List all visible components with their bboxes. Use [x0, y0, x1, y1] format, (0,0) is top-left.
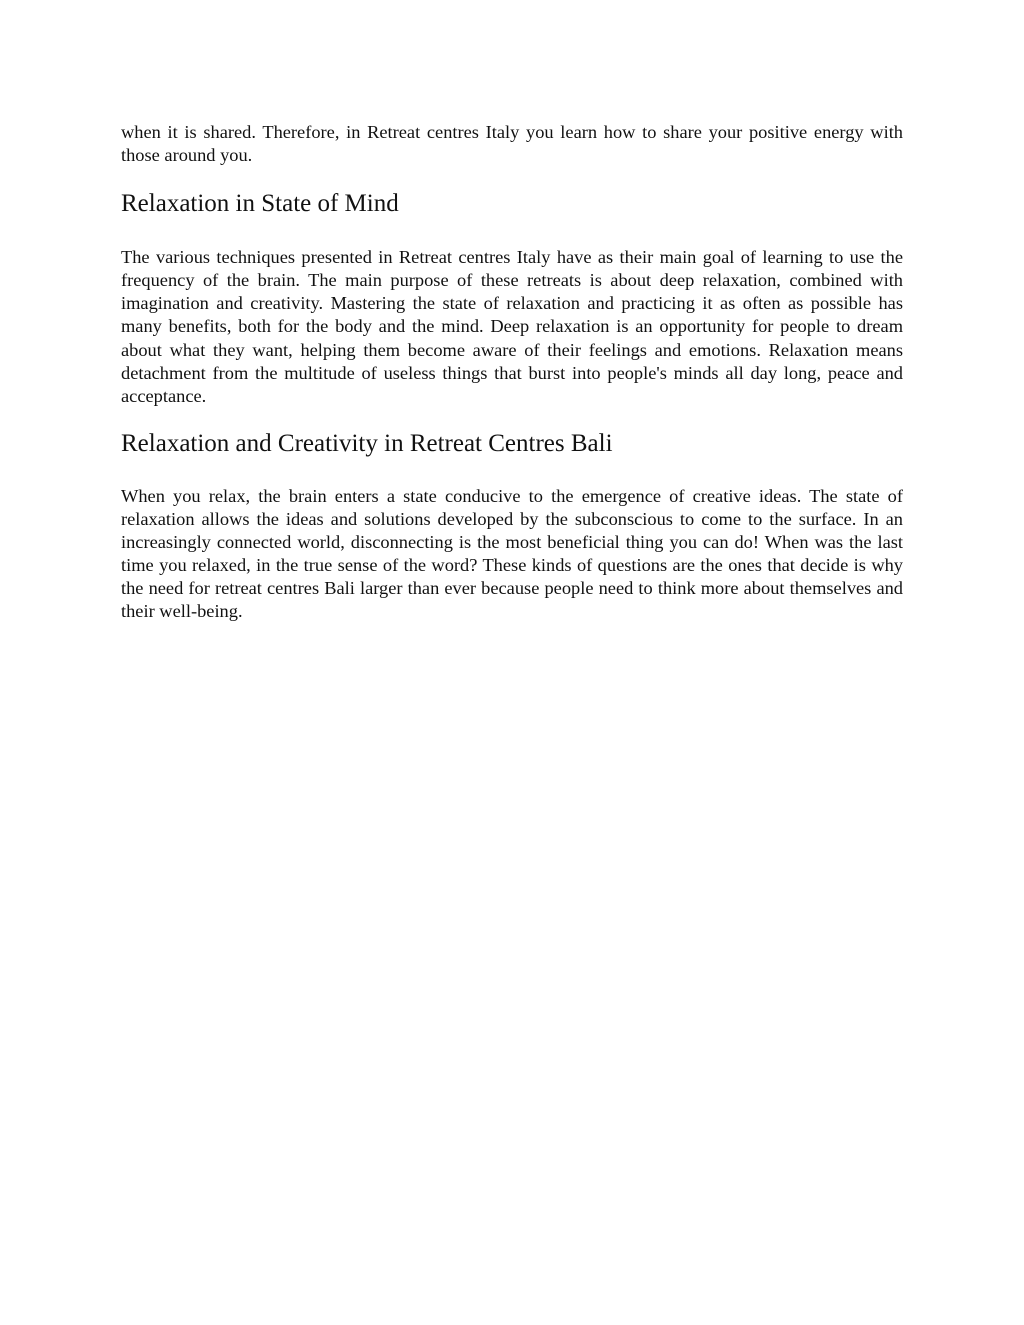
section-heading-state-of-mind: Relaxation in State of Mind [121, 190, 399, 218]
intro-paragraph: when it is shared. Therefore, in Retreat centres Italy you learn how to share your positive energy with those around you. [121, 122, 903, 166]
section-heading-creativity-bali: Relaxation and Creativity in Retreat Centres Bali [121, 429, 613, 457]
page-content [121, 121, 903, 623]
section-body-creativity-bali: When you relax, the brain enters a state conducive to the emergence of creative ideas. The state of relaxation allows the ideas and solutions developed by the subconscious to come to the surface. In an increasingly connected world, disconnecting is the most beneficial thing you can do! When was the last time you relaxed, in the true sense of the word? These kinds of questions are the ones that decide is why the need for retreat centres Bali larger than ever because people need to think more about themselves and their well-being. [121, 485, 903, 622]
section-body-state-of-mind: The various techniques presented in Retreat centres Italy have as their main goal of learning to use the frequency of the brain. The main purpose of these retreats is about deep relaxation, combined with imagination and creativity. Mastering the state of relaxation and practicing it as often as possible has many benefits, both for the body and the mind. Deep relaxation is an opportunity for people to dream about what they want, helping them become aware of their feelings and emotions. Relaxation means detachment from the multitude of useless things that burst into people's minds all day long, peace and acceptance. [121, 247, 903, 406]
